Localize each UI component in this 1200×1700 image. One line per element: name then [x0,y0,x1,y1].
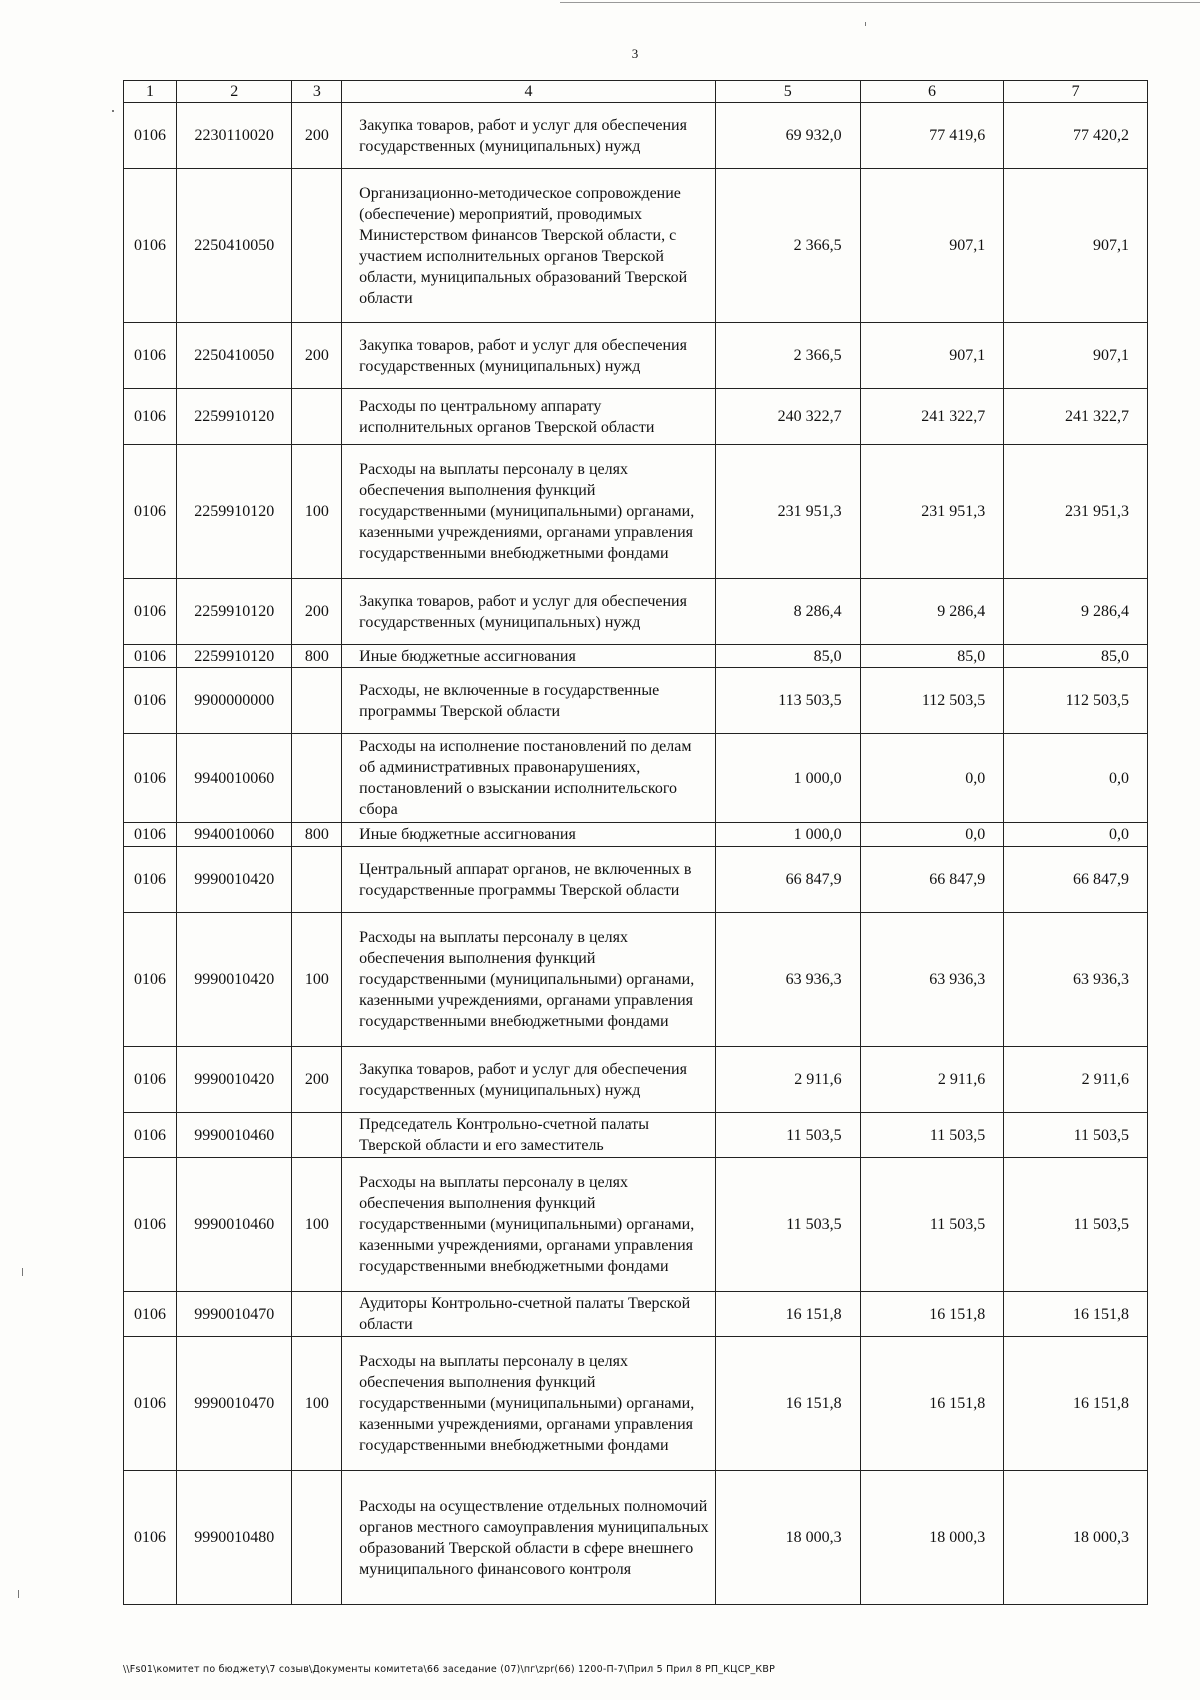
expense-type-cell: 100 [292,1337,342,1471]
scan-speck [18,1590,19,1598]
table-row [124,847,1148,913]
table-row [124,169,1148,323]
section-code-cell: 0106 [124,1113,177,1158]
amount-col6-cell: 66 847,9 [860,847,1004,913]
amount-col7-cell: 907,1 [1004,169,1148,323]
table-row [124,734,1148,823]
section-code-cell: 0106 [124,1158,177,1292]
column-header: 6 [860,81,1004,103]
table-row [124,645,1148,668]
description-cell: Закупка товаров, работ и услуг для обеспечения государственных (муниципальных) нужд [342,1047,716,1113]
description-cell: Иные бюджетные ассигнования [342,823,716,847]
amount-col5-cell: 240 322,7 [715,389,860,445]
amount-col5-cell: 8 286,4 [715,579,860,645]
section-code-cell: 0106 [124,1047,177,1113]
target-article-cell: 9990010420 [176,1047,292,1113]
scan-edge-line [560,2,1200,3]
expense-type-cell [292,169,342,323]
target-article-cell: 9990010420 [176,913,292,1047]
amount-col7-cell: 11 503,5 [1004,1158,1148,1292]
expense-type-cell: 200 [292,579,342,645]
table-row [124,103,1148,169]
section-code-cell: 0106 [124,734,177,823]
table-row [124,668,1148,734]
description-cell: Иные бюджетные ассигнования [342,645,716,668]
table-header-row [124,81,1148,103]
section-code-cell: 0106 [124,1292,177,1337]
target-article-cell: 9940010060 [176,734,292,823]
expense-type-cell: 200 [292,103,342,169]
description-cell: Расходы на выплаты персоналу в целях обеспечения выполнения функций государственными (муниципальными) органами, казенными учреждениями, органами управления государственными внебюджетными фондами [342,1158,716,1292]
table-row [124,823,1148,847]
expense-type-cell [292,389,342,445]
amount-col6-cell: 231 951,3 [860,445,1004,579]
amount-col5-cell: 69 932,0 [715,103,860,169]
description-cell: Председатель Контрольно-счетной палаты Тверской области и его заместитель [342,1113,716,1158]
amount-col7-cell: 9 286,4 [1004,579,1148,645]
section-code-cell: 0106 [124,1471,177,1605]
expense-type-cell [292,668,342,734]
target-article-cell: 9990010460 [176,1113,292,1158]
table-row [124,1471,1148,1605]
expense-type-cell [292,734,342,823]
amount-col7-cell: 907,1 [1004,323,1148,389]
section-code-cell: 0106 [124,103,177,169]
target-article-cell: 9990010470 [176,1337,292,1471]
column-header: 5 [715,81,860,103]
expense-type-cell: 100 [292,1158,342,1292]
page-number: 3 [631,46,639,61]
amount-col7-cell: 16 151,8 [1004,1337,1148,1471]
budget-table [123,80,1148,1605]
expense-type-cell [292,847,342,913]
section-code-cell: 0106 [124,823,177,847]
expense-type-cell: 100 [292,913,342,1047]
amount-col5-cell: 16 151,8 [715,1337,860,1471]
amount-col7-cell: 66 847,9 [1004,847,1148,913]
expense-type-cell: 200 [292,323,342,389]
column-header: 2 [176,81,292,103]
description-cell: Закупка товаров, работ и услуг для обеспечения государственных (муниципальных) нужд [342,103,716,169]
section-code-cell: 0106 [124,645,177,668]
table-row [124,445,1148,579]
amount-col6-cell: 112 503,5 [860,668,1004,734]
description-cell: Расходы на выплаты персоналу в целях обеспечения выполнения функций государственными (муниципальными) органами, казенными учреждениями, органами управления государственными внебюджетными фондами [342,913,716,1047]
expense-type-cell [292,1113,342,1158]
target-article-cell: 9990010420 [176,847,292,913]
amount-col7-cell: 241 322,7 [1004,389,1148,445]
amount-col5-cell: 11 503,5 [715,1113,860,1158]
amount-col5-cell: 1 000,0 [715,734,860,823]
amount-col6-cell: 11 503,5 [860,1113,1004,1158]
expense-type-cell [292,1292,342,1337]
table-row [124,913,1148,1047]
target-article-cell: 2250410050 [176,323,292,389]
amount-col7-cell: 112 503,5 [1004,668,1148,734]
column-header: 1 [124,81,177,103]
amount-col5-cell: 231 951,3 [715,445,860,579]
column-header: 3 [292,81,342,103]
amount-col5-cell: 2 366,5 [715,169,860,323]
amount-col6-cell: 907,1 [860,169,1004,323]
amount-col7-cell: 2 911,6 [1004,1047,1148,1113]
target-article-cell: 9990010480 [176,1471,292,1605]
amount-col5-cell: 11 503,5 [715,1158,860,1292]
table-row [124,1337,1148,1471]
description-cell: Расходы по центральному аппарату исполнительных органов Тверской области [342,389,716,445]
table-row [124,1158,1148,1292]
description-cell: Аудиторы Контрольно-счетной палаты Тверской области [342,1292,716,1337]
amount-col6-cell: 907,1 [860,323,1004,389]
target-article-cell: 2259910120 [176,579,292,645]
description-cell: Организационно-методическое сопровождение (обеспечение) мероприятий, проводимых Министерством финансов Тверской области, с участием исполнительных органов Тверской области, муниципальных образований Тверской области [342,169,716,323]
amount-col6-cell: 0,0 [860,734,1004,823]
amount-col6-cell: 0,0 [860,823,1004,847]
amount-col6-cell: 16 151,8 [860,1337,1004,1471]
target-article-cell: 2259910120 [176,645,292,668]
description-cell: Закупка товаров, работ и услуг для обеспечения государственных (муниципальных) нужд [342,579,716,645]
table-row [124,1047,1148,1113]
expense-type-cell [292,1471,342,1605]
scan-speck [112,110,114,112]
description-cell: Расходы, не включенные в государственные программы Тверской области [342,668,716,734]
amount-col5-cell: 16 151,8 [715,1292,860,1337]
table-row [124,1113,1148,1158]
amount-col5-cell: 2 366,5 [715,323,860,389]
amount-col5-cell: 1 000,0 [715,823,860,847]
section-code-cell: 0106 [124,445,177,579]
amount-col5-cell: 18 000,3 [715,1471,860,1605]
amount-col5-cell: 66 847,9 [715,847,860,913]
section-code-cell: 0106 [124,847,177,913]
footer-file-path: \\Fs01\комитет по бюджету\7 созыв\Документы комитета\66 заседание (07)\пг\zpr(66) 1200-П-7\Прил 5 Прил 8 РП_КЦСР_КВР [123,1664,776,1675]
target-article-cell: 9990010460 [176,1158,292,1292]
amount-col6-cell: 63 936,3 [860,913,1004,1047]
expense-type-cell: 200 [292,1047,342,1113]
amount-col5-cell: 63 936,3 [715,913,860,1047]
expense-type-cell: 800 [292,823,342,847]
description-cell: Расходы на выплаты персоналу в целях обеспечения выполнения функций государственными (муниципальными) органами, казенными учреждениями, органами управления государственными внебюджетными фондами [342,445,716,579]
table-row [124,579,1148,645]
target-article-cell: 2259910120 [176,445,292,579]
scan-speck [22,1268,23,1276]
amount-col5-cell: 85,0 [715,645,860,668]
amount-col6-cell: 9 286,4 [860,579,1004,645]
description-cell: Центральный аппарат органов, не включенных в государственные программы Тверской области [342,847,716,913]
section-code-cell: 0106 [124,913,177,1047]
target-article-cell: 2250410050 [176,169,292,323]
table-row [124,1292,1148,1337]
amount-col7-cell: 63 936,3 [1004,913,1148,1047]
amount-col7-cell: 11 503,5 [1004,1113,1148,1158]
amount-col6-cell: 85,0 [860,645,1004,668]
table-row [124,389,1148,445]
target-article-cell: 9990010470 [176,1292,292,1337]
amount-col7-cell: 231 951,3 [1004,445,1148,579]
section-code-cell: 0106 [124,323,177,389]
amount-col7-cell: 18 000,3 [1004,1471,1148,1605]
amount-col6-cell: 241 322,7 [860,389,1004,445]
amount-col7-cell: 85,0 [1004,645,1148,668]
scan-speck [865,22,866,26]
amount-col5-cell: 2 911,6 [715,1047,860,1113]
amount-col6-cell: 18 000,3 [860,1471,1004,1605]
amount-col7-cell: 0,0 [1004,734,1148,823]
column-header: 7 [1004,81,1148,103]
column-header: 4 [342,81,716,103]
amount-col6-cell: 16 151,8 [860,1292,1004,1337]
expense-type-cell: 100 [292,445,342,579]
description-cell: Расходы на исполнение постановлений по делам об административных правонарушениях, постановлений о взыскании исполнительского сбора [342,734,716,823]
amount-col5-cell: 113 503,5 [715,668,860,734]
amount-col6-cell: 2 911,6 [860,1047,1004,1113]
section-code-cell: 0106 [124,389,177,445]
amount-col7-cell: 0,0 [1004,823,1148,847]
description-cell: Закупка товаров, работ и услуг для обеспечения государственных (муниципальных) нужд [342,323,716,389]
target-article-cell: 9940010060 [176,823,292,847]
amount-col6-cell: 77 419,6 [860,103,1004,169]
target-article-cell: 2230110020 [176,103,292,169]
section-code-cell: 0106 [124,169,177,323]
section-code-cell: 0106 [124,668,177,734]
target-article-cell: 2259910120 [176,389,292,445]
section-code-cell: 0106 [124,579,177,645]
section-code-cell: 0106 [124,1337,177,1471]
amount-col6-cell: 11 503,5 [860,1158,1004,1292]
amount-col7-cell: 16 151,8 [1004,1292,1148,1337]
description-cell: Расходы на осуществление отдельных полномочий органов местного самоуправления муниципальных образований Тверской области в сфере внешнего муниципального финансового контроля [342,1471,716,1605]
expense-type-cell: 800 [292,645,342,668]
target-article-cell: 9900000000 [176,668,292,734]
description-cell: Расходы на выплаты персоналу в целях обеспечения выполнения функций государственными (муниципальными) органами, казенными учреждениями, органами управления государственными внебюджетными фондами [342,1337,716,1471]
table-row [124,323,1148,389]
amount-col7-cell: 77 420,2 [1004,103,1148,169]
